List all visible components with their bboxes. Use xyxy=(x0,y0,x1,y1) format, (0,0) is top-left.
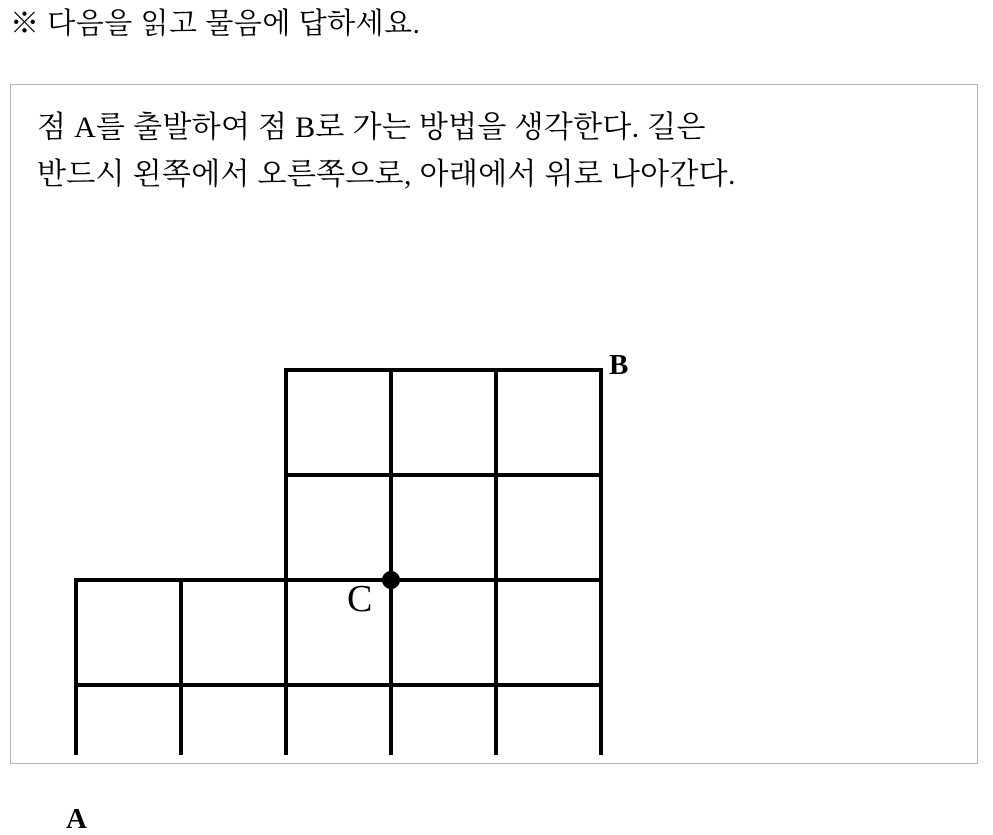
point-a-label: A xyxy=(66,803,87,835)
instruction-text: ※ 다음을 읽고 물음에 답하세요. xyxy=(10,8,421,40)
problem-box xyxy=(10,84,978,835)
problem-line-2: 반드시 왼쪽에서 오른쪽으로, 아래에서 위로 나아간다. xyxy=(37,157,736,191)
point-c-label: C xyxy=(347,578,373,620)
lattice-grid-svg xyxy=(11,235,977,755)
problem-statement xyxy=(37,105,957,198)
point-c-dot xyxy=(382,571,400,589)
grid-lines xyxy=(76,370,601,755)
point-b-label: B xyxy=(609,349,629,381)
lattice-figure xyxy=(11,235,977,835)
problem-line-1: 점 A를 출발하여 점 B로 가는 방법을 생각한다. 길은 xyxy=(37,111,706,144)
